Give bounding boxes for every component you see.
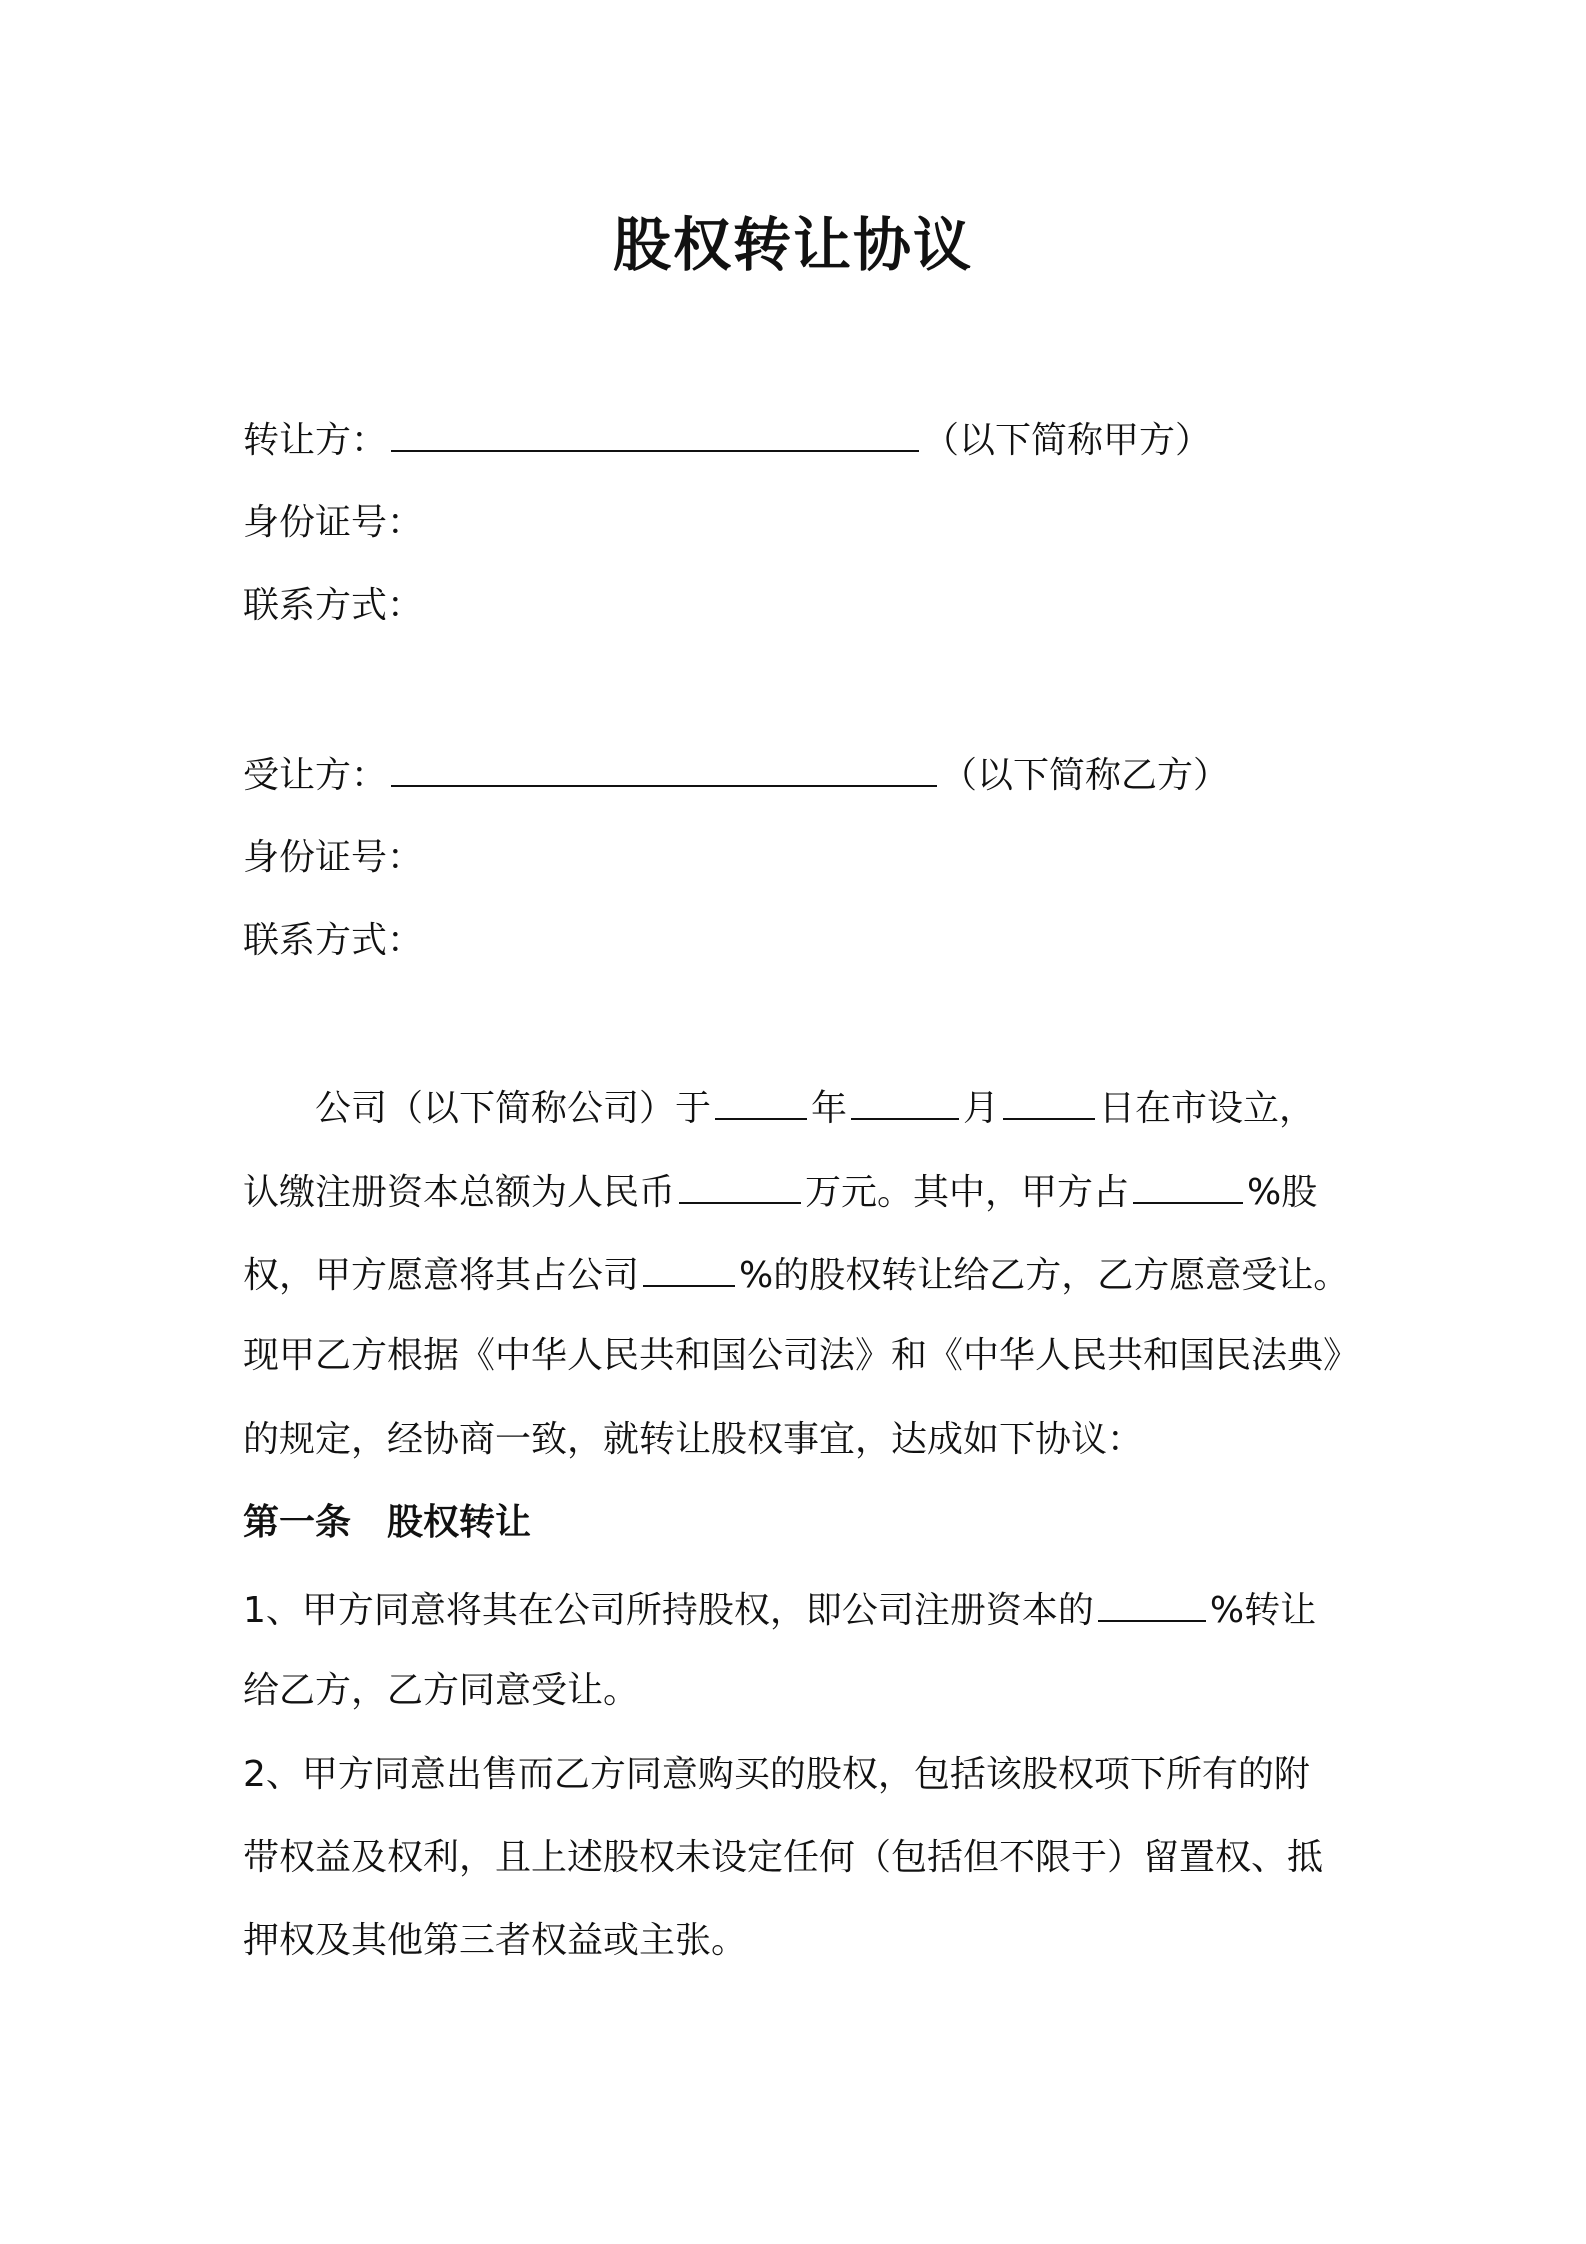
intro-line-2 [243,1162,1317,1221]
article-1-clause-2-line-2: 带权益及权利，且上述股权未设定任何（包括但不限于）留置权、抵 [243,1837,1324,1878]
intro-text-3a: 权，甲方愿意将其占公司 [243,1255,640,1296]
party-a-label: 转让方： [243,420,388,461]
party-b-contact-label: 联系方式： [243,920,424,961]
article-1-clause-2-line-1: 2、甲方同意出售而乙方同意购买的股权，包括该股权项下所有的附 [243,1754,1310,1795]
intro-line-5: 的规定，经协商一致，就转让股权事宜，达成如下协议： [243,1419,1144,1460]
intro-year-label: 年 [811,1088,848,1129]
party-b-name-blank [391,745,937,787]
intro-text-2a: 认缴注册资本总额为人民币 [243,1172,676,1213]
intro-text-3b: %的股权转让给乙方，乙方愿意受让。 [739,1255,1350,1296]
article-1-clause-2-line-3: 押权及其他第三者权益或主张。 [243,1920,748,1961]
intro-line-1 [243,1078,1315,1137]
day-blank [1003,1078,1095,1120]
intro-month-label: 月 [963,1088,1000,1129]
intro-text-1a: 公司（以下简称公司）于 [315,1088,712,1129]
intro-line-4: 现甲乙方根据《中华人民共和国公司法》和《中华人民共和国民法典》 [243,1335,1360,1376]
clause-1-text-a: 1、甲方同意将其在公司所持股权，即公司注册资本的 [243,1590,1094,1631]
party-b-label: 受让方： [243,755,388,796]
clause-1-text-b: %转让 [1209,1590,1317,1631]
intro-text-1b: 日在市设立， [1099,1088,1316,1129]
party-a-share-blank [1133,1162,1243,1204]
transfer-share-blank [643,1245,735,1287]
party-a-line [243,410,1211,469]
article-1-clause-1-line-2: 给乙方，乙方同意受让。 [243,1670,640,1711]
intro-text-2b: 万元。其中，甲方占 [805,1172,1130,1213]
month-blank [851,1078,959,1120]
intro-line-3 [243,1245,1349,1304]
party-a-suffix: （以下简称甲方） [923,420,1212,461]
article-1-clause-1-line-1 [243,1580,1316,1639]
clause-1-share-blank [1098,1580,1206,1622]
intro-text-2c: %股 [1247,1172,1318,1213]
party-b-suffix: （以下简称乙方） [941,755,1230,796]
party-b-id-label: 身份证号： [243,837,424,878]
document-title: 股权转让协议 [612,211,973,279]
party-a-id-label: 身份证号： [243,502,424,543]
party-a-contact-label: 联系方式： [243,585,424,626]
year-blank [715,1078,807,1120]
capital-blank [679,1162,801,1204]
party-a-name-blank [391,410,919,452]
party-b-line [243,745,1229,804]
article-1-heading: 第一条 股权转让 [243,1502,532,1543]
